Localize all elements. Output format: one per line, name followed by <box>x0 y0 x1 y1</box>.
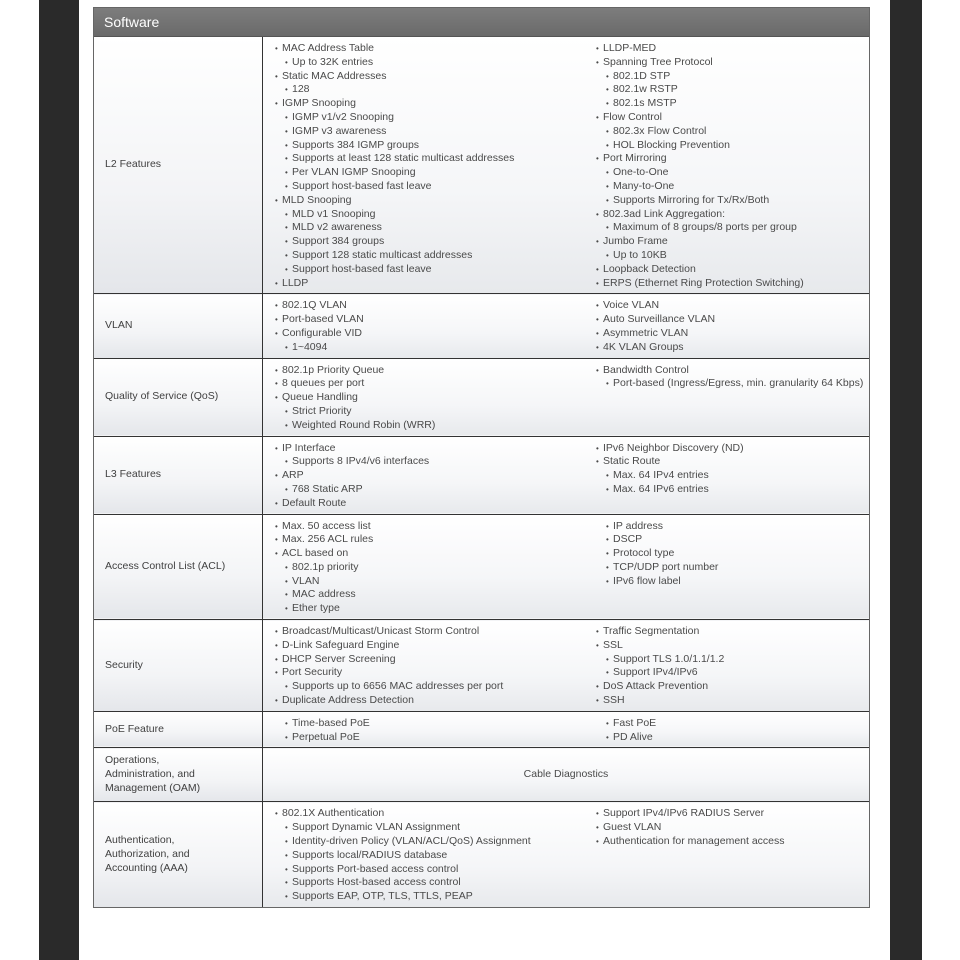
feature-item: • Protocol type <box>596 547 869 561</box>
row-content <box>263 37 870 294</box>
left-feature-column <box>263 299 591 354</box>
feature-item: • MLD v2 awareness <box>275 221 591 235</box>
feature-item: • Authentication for management access <box>596 835 869 849</box>
feature-item: • LLDP-MED <box>596 42 869 56</box>
row-content <box>263 711 870 748</box>
feature-item: • Supports up to 6656 MAC addresses per port <box>275 680 591 694</box>
section-header: Software <box>94 8 869 37</box>
row-content <box>263 620 870 712</box>
right-feature-column <box>591 807 869 904</box>
feature-item: • Loopback Detection <box>596 263 869 277</box>
row-label-line: L3 Features <box>105 468 162 481</box>
left-feature-column <box>263 442 591 511</box>
feature-item: • D-Link Safeguard Engine <box>275 639 591 653</box>
row-content <box>263 514 870 620</box>
feature-item: • IPv6 Neighbor Discovery (ND) <box>596 442 869 456</box>
left-feature-column <box>263 717 591 745</box>
feature-item: • 802.3x Flow Control <box>596 125 869 139</box>
feature-item: • MAC address <box>275 588 591 602</box>
row-label <box>94 436 263 514</box>
feature-item: • Guest VLAN <box>596 821 869 835</box>
row-label-line: PoE Feature <box>105 722 164 735</box>
feature-item: • Support 128 static multicast addresses <box>275 249 591 263</box>
feature-item: • Support host-based fast leave <box>275 180 591 194</box>
feature-item: • 768 Static ARP <box>275 483 591 497</box>
feature-item: • HOL Blocking Prevention <box>596 139 869 153</box>
feature-item: • Up to 10KB <box>596 249 869 263</box>
right-feature-column <box>591 520 869 617</box>
row-label <box>94 620 263 712</box>
feature-item: • IGMP v3 awareness <box>275 125 591 139</box>
feature-item: • Supports Mirroring for Tx/Rx/Both <box>596 194 869 208</box>
feature-item: • DHCP Server Screening <box>275 653 591 667</box>
feature-item: • One-to-One <box>596 166 869 180</box>
spec-row <box>94 620 869 712</box>
feature-item: • IP Interface <box>275 442 591 456</box>
spec-row <box>94 802 869 907</box>
feature-item: • DoS Attack Prevention <box>596 680 869 694</box>
row-label <box>94 802 263 907</box>
right-feature-column <box>591 717 869 745</box>
feature-item: • PD Alive <box>596 731 869 745</box>
row-label-line: Accounting (AAA) <box>105 861 188 874</box>
row-content <box>263 358 870 436</box>
row-content <box>263 294 870 358</box>
feature-item: • 802.1w RSTP <box>596 83 869 97</box>
feature-item: • Many-to-One <box>596 180 869 194</box>
feature-item: • Jumbo Frame <box>596 235 869 249</box>
feature-item: • Max. 50 access list <box>275 520 591 534</box>
center-feature: Cable Diagnostics <box>523 768 609 781</box>
feature-item: • Supports Port-based access control <box>275 863 591 877</box>
feature-item: • DSCP <box>596 533 869 547</box>
spec-row <box>94 294 869 358</box>
feature-item: • Supports local/RADIUS database <box>275 849 591 863</box>
feature-item: • Configurable VID <box>275 327 591 341</box>
feature-item: • Queue Handling <box>275 391 591 405</box>
spec-row <box>94 37 869 294</box>
feature-item: • IPv6 flow label <box>596 575 869 589</box>
row-content <box>263 436 870 514</box>
right-feature-column <box>591 299 869 354</box>
feature-item: • LLDP <box>275 277 591 291</box>
right-feature-column <box>591 364 869 433</box>
feature-item: • Port Mirroring <box>596 152 869 166</box>
feature-item: • IGMP Snooping <box>275 97 591 111</box>
feature-item: • 128 <box>275 83 591 97</box>
feature-item: • TCP/UDP port number <box>596 561 869 575</box>
feature-item: • Default Route <box>275 497 591 511</box>
feature-item: • Supports Host-based access control <box>275 876 591 890</box>
spec-sheet <box>93 7 870 908</box>
row-label-line: Management (OAM) <box>105 781 201 794</box>
feature-item: • Time-based PoE <box>275 717 591 731</box>
feature-item: • 802.1s MSTP <box>596 97 869 111</box>
left-feature-column <box>263 364 591 433</box>
feature-item: • Support host-based fast leave <box>275 263 591 277</box>
spec-row <box>94 748 869 802</box>
feature-item: • 802.1X Authentication <box>275 807 591 821</box>
spec-row <box>94 358 869 436</box>
feature-item: • Weighted Round Robin (WRR) <box>275 419 591 433</box>
feature-item: • 802.1p priority <box>275 561 591 575</box>
feature-item: • Bandwidth Control <box>596 364 869 378</box>
feature-item: • MAC Address Table <box>275 42 591 56</box>
row-label-line: Authorization, and <box>105 847 190 860</box>
spec-row <box>94 711 869 748</box>
feature-item: • Auto Surveillance VLAN <box>596 313 869 327</box>
feature-item: • Ether type <box>275 602 591 616</box>
feature-item: • Identity-driven Policy (VLAN/ACL/QoS) Assignment <box>275 835 591 849</box>
feature-item: • Support IPv4/IPv6 RADIUS Server <box>596 807 869 821</box>
feature-item: • SSL <box>596 639 869 653</box>
row-label-line: Quality of Service (QoS) <box>105 390 219 403</box>
right-border-bar <box>890 0 922 960</box>
right-feature-column <box>591 442 869 511</box>
feature-item: • Asymmetric VLAN <box>596 327 869 341</box>
row-label <box>94 514 263 620</box>
feature-item: • IGMP v1/v2 Snooping <box>275 111 591 125</box>
feature-item: • Max. 64 IPv4 entries <box>596 469 869 483</box>
feature-item: • Static MAC Addresses <box>275 70 591 84</box>
feature-item: • Supports EAP, OTP, TLS, TTLS, PEAP <box>275 890 591 904</box>
row-label-line: L2 Features <box>105 158 162 171</box>
feature-item: • 802.1p Priority Queue <box>275 364 591 378</box>
row-label-line: VLAN <box>105 319 133 332</box>
feature-item: • Support TLS 1.0/1.1/1.2 <box>596 653 869 667</box>
left-feature-column <box>263 807 591 904</box>
feature-item: • Fast PoE <box>596 717 869 731</box>
feature-item: • Support 384 groups <box>275 235 591 249</box>
right-feature-column <box>591 42 869 290</box>
left-border-bar <box>39 0 79 960</box>
feature-item: • Flow Control <box>596 111 869 125</box>
feature-item: • IP address <box>596 520 869 534</box>
feature-item: • 802.1Q VLAN <box>275 299 591 313</box>
left-feature-column <box>263 520 591 617</box>
right-feature-column <box>591 625 869 708</box>
feature-item: • Max. 256 ACL rules <box>275 533 591 547</box>
left-feature-column <box>263 42 591 290</box>
feature-item: • Port Security <box>275 666 591 680</box>
feature-item: • Per VLAN IGMP Snooping <box>275 166 591 180</box>
row-label-line: Access Control List (ACL) <box>105 559 226 572</box>
spec-table <box>94 37 869 907</box>
spec-row <box>94 514 869 620</box>
feature-item: • Max. 64 IPv6 entries <box>596 483 869 497</box>
row-content <box>263 802 870 907</box>
row-label-line: Operations, <box>105 754 160 767</box>
feature-item: • 1~4094 <box>275 341 591 355</box>
feature-item: • ARP <box>275 469 591 483</box>
feature-item: • Port-based (Ingress/Egress, min. granularity 64 Kbps) <box>596 377 869 391</box>
feature-item: • Traffic Segmentation <box>596 625 869 639</box>
feature-item: • Support Dynamic VLAN Assignment <box>275 821 591 835</box>
feature-item: • MLD Snooping <box>275 194 591 208</box>
feature-item: • 802.1D STP <box>596 70 869 84</box>
feature-item: • Support IPv4/IPv6 <box>596 666 869 680</box>
feature-item: • Up to 32K entries <box>275 56 591 70</box>
row-content <box>263 748 870 802</box>
row-label <box>94 37 263 294</box>
feature-item: • Port-based VLAN <box>275 313 591 327</box>
feature-item: • MLD v1 Snooping <box>275 208 591 222</box>
feature-item: • Spanning Tree Protocol <box>596 56 869 70</box>
spec-row <box>94 436 869 514</box>
feature-item: • Static Route <box>596 455 869 469</box>
row-label <box>94 294 263 358</box>
row-label-line: Security <box>105 658 143 671</box>
feature-item: • Supports at least 128 static multicast addresses <box>275 152 591 166</box>
feature-item: • VLAN <box>275 575 591 589</box>
feature-item: • Strict Priority <box>275 405 591 419</box>
feature-item: • ACL based on <box>275 547 591 561</box>
row-label <box>94 358 263 436</box>
feature-item: • Supports 384 IGMP groups <box>275 139 591 153</box>
left-feature-column <box>263 625 591 708</box>
feature-item: • SSH <box>596 694 869 708</box>
feature-item: • 802.3ad Link Aggregation: <box>596 208 869 222</box>
feature-item: • Broadcast/Multicast/Unicast Storm Control <box>275 625 591 639</box>
feature-item: • Duplicate Address Detection <box>275 694 591 708</box>
row-label-line: Administration, and <box>105 768 195 781</box>
feature-item: • Perpetual PoE <box>275 731 591 745</box>
feature-item: • Supports 8 IPv4/v6 interfaces <box>275 455 591 469</box>
feature-item: • Voice VLAN <box>596 299 869 313</box>
feature-item: • ERPS (Ethernet Ring Protection Switching) <box>596 277 869 291</box>
feature-item: • 8 queues per port <box>275 377 591 391</box>
row-label <box>94 748 263 802</box>
feature-item: • 4K VLAN Groups <box>596 341 869 355</box>
feature-item: • Maximum of 8 groups/8 ports per group <box>596 221 869 235</box>
row-label-line: Authentication, <box>105 834 175 847</box>
row-label <box>94 711 263 748</box>
